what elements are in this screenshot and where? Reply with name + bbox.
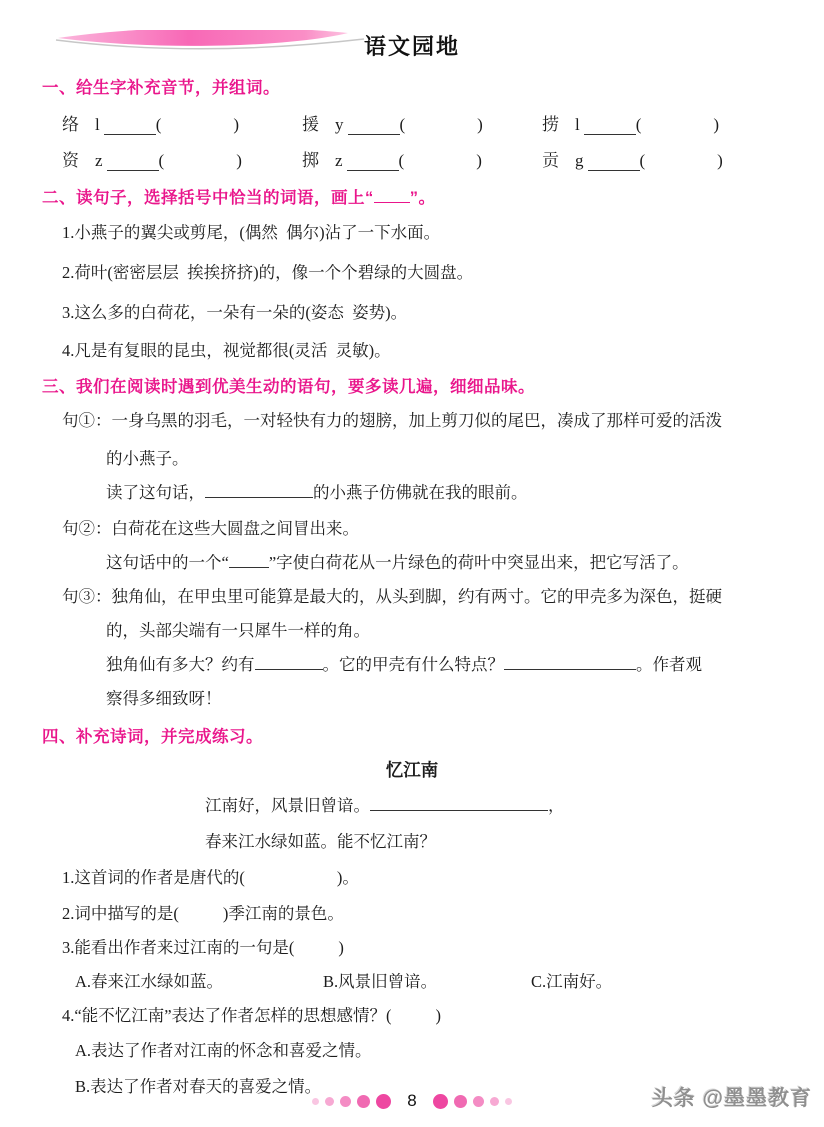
pinyin-blank[interactable]	[347, 167, 399, 171]
close-paren: )	[477, 115, 483, 134]
option-c: C.江南好。	[531, 972, 613, 991]
poem-text: 江南好，风景旧曾谙。	[205, 796, 370, 815]
question-4	[62, 1004, 824, 1028]
question-4-option-b: B.表达了作者对春天的喜爱之情。	[75, 1077, 322, 1096]
footer-dot	[312, 1098, 319, 1105]
poem-line-2: 春来江水绿如蓝。能不忆江南？	[205, 832, 436, 851]
open-paren: (	[635, 115, 642, 134]
sentence-1-fill	[106, 481, 824, 505]
sentence-3-fill	[106, 653, 824, 677]
section-three-heading: 三、我们在阅读时遇到优美生动的语句，要多读几遍，细细品味。	[42, 378, 535, 396]
sentence-2-fill	[106, 551, 824, 575]
hanzi-character: 贡	[542, 151, 559, 170]
pinyin-initial: y	[335, 115, 344, 134]
pinyin-item	[62, 110, 302, 135]
footer-dot	[325, 1097, 334, 1106]
pinyin-item	[542, 110, 782, 135]
question-text: )	[435, 1006, 442, 1025]
pinyin-item	[542, 146, 782, 171]
footer-dot	[454, 1095, 467, 1108]
sentence-1-line-1: 句①：一身乌黑的羽毛，一对轻快有力的翅膀，加上剪刀似的尾巴，凑成了那样可爱的活泼	[62, 411, 722, 430]
pinyin-initial: z	[95, 151, 103, 170]
page-title: 语文园地	[363, 34, 460, 59]
heading-underline-blank	[374, 199, 410, 203]
sentence-3-line-1: 句③：独角仙，在甲虫里可能算是最大的，从头到脚，约有两寸。它的甲壳多为深色，挺硬	[62, 587, 722, 606]
poem-line-1	[205, 794, 824, 818]
hanzi-character: 掷	[302, 151, 319, 170]
close-paren: )	[713, 115, 720, 134]
answer-blank[interactable]	[255, 666, 323, 670]
pinyin-initial: z	[335, 151, 343, 170]
pinyin-initial: l	[95, 115, 100, 134]
question-text: )。	[336, 868, 359, 887]
question-text: )季江南的景色。	[222, 904, 344, 923]
header-swoosh-decoration	[0, 30, 824, 62]
answer-blank[interactable]	[229, 564, 269, 568]
close-paren: )	[233, 115, 240, 134]
fill-text: 独角仙有多大？约有	[106, 655, 255, 674]
pinyin-blank[interactable]	[348, 131, 400, 135]
hanzi-character: 资	[62, 151, 79, 170]
pinyin-item	[302, 110, 542, 135]
sentence-2-line: 句②：白荷花在这些大圆盘之间冒出来。	[62, 519, 359, 538]
question-text: 4.“能不忆江南”表达了作者怎样的思想感情？(	[62, 1006, 392, 1025]
answer-space[interactable]	[245, 881, 337, 883]
question-text: 3.能看出作者来过江南的一句是(	[62, 938, 295, 957]
section-one-heading: 一、给生字补充音节，并组词。	[42, 79, 280, 97]
poem-text: ，	[548, 796, 565, 815]
open-paren: (	[399, 115, 406, 134]
pinyin-blank[interactable]	[107, 167, 159, 171]
choice-sentence-3: 3.这么多的白荷花，一朵有一朵的(姿态 姿势)。	[62, 303, 408, 322]
fill-text: ”字使白荷花从一片绿色的荷叶中突显出来，把它写活了。	[268, 553, 689, 572]
answer-blank[interactable]	[205, 494, 313, 498]
footer-dot	[357, 1095, 370, 1108]
pinyin-item	[302, 146, 542, 171]
answer-space[interactable]	[179, 917, 223, 919]
hanzi-character: 络	[62, 115, 79, 134]
answer-blank[interactable]	[504, 666, 636, 670]
footer-dot	[490, 1097, 499, 1106]
footer-dot	[340, 1096, 351, 1107]
open-paren: (	[158, 151, 165, 170]
pinyin-initial: g	[575, 151, 584, 170]
question-3-options	[75, 970, 824, 994]
pinyin-blank[interactable]	[588, 167, 640, 171]
section-two-heading	[42, 184, 824, 208]
answer-space[interactable]	[294, 951, 338, 953]
choice-sentence-4: 4.凡是有复眼的昆虫，视觉都很(灵活 灵敏)。	[62, 341, 391, 360]
question-text: 1.这首词的作者是唐代的(	[62, 868, 245, 887]
fill-text: 的小燕子仿佛就在我的眼前。	[313, 483, 528, 502]
hanzi-character: 援	[302, 115, 319, 134]
close-paren: )	[476, 151, 482, 170]
page-number: 8	[407, 1091, 417, 1110]
close-paren: )	[236, 151, 242, 170]
fill-text: 。它的甲壳有什么特点？	[322, 655, 504, 674]
choice-sentence-2: 2.荷叶(密密层层 挨挨挤挤)的，像一个个碧绿的大圆盘。	[62, 263, 474, 282]
pinyin-blank[interactable]	[104, 131, 156, 135]
footer-dot	[473, 1096, 484, 1107]
sentence-1-line-2: 的小燕子。	[106, 449, 189, 468]
close-paren: )	[717, 151, 723, 170]
pinyin-initial: l	[575, 115, 580, 134]
pinyin-row-1	[62, 110, 824, 135]
hanzi-character: 捞	[542, 115, 559, 134]
question-3	[62, 936, 824, 960]
pinyin-item	[62, 146, 302, 171]
question-2	[62, 902, 824, 926]
fill-text: 读了这句话，	[106, 483, 205, 502]
open-paren: (	[155, 115, 162, 134]
pinyin-row-2	[62, 146, 824, 171]
open-paren: (	[398, 151, 405, 170]
choice-sentence-1: 1.小燕子的翼尖或剪尾，(偶然 偶尔)沾了一下水面。	[62, 223, 441, 242]
footer-dot	[376, 1094, 391, 1109]
question-text: )	[338, 938, 344, 957]
option-b: B.风景旧曾谙。	[323, 972, 438, 991]
answer-space[interactable]	[392, 1019, 436, 1021]
open-paren: (	[639, 151, 646, 170]
section-four-heading: 四、补充诗词，并完成练习。	[42, 728, 263, 746]
poem-title: 忆江南	[385, 760, 439, 780]
sentence-3-fill-tail: 察得多细致呀！	[106, 689, 222, 708]
heading-text: ”。	[409, 189, 436, 207]
option-a: A.春来江水绿如蓝。	[75, 972, 224, 991]
sentence-3-line-2: 的，头部尖端有一只犀牛一样的角。	[106, 621, 370, 640]
footer-dot	[433, 1094, 448, 1109]
footer-dot	[505, 1098, 512, 1105]
fill-text: 这句话中的一个“	[106, 553, 229, 572]
question-text: 2.词中描写的是(	[62, 904, 179, 923]
pinyin-blank[interactable]	[584, 131, 636, 135]
watermark: 头条 @墨墨教育	[651, 1087, 812, 1110]
swoosh-ribbon	[58, 30, 348, 46]
fill-text: 。作者观	[636, 655, 702, 674]
heading-text: 二、读句子，选择括号中恰当的词语，画上“	[42, 189, 374, 207]
poem-blank[interactable]	[370, 807, 548, 811]
question-1	[62, 866, 824, 890]
question-4-option-a: A.表达了作者对江南的怀念和喜爱之情。	[75, 1041, 372, 1060]
